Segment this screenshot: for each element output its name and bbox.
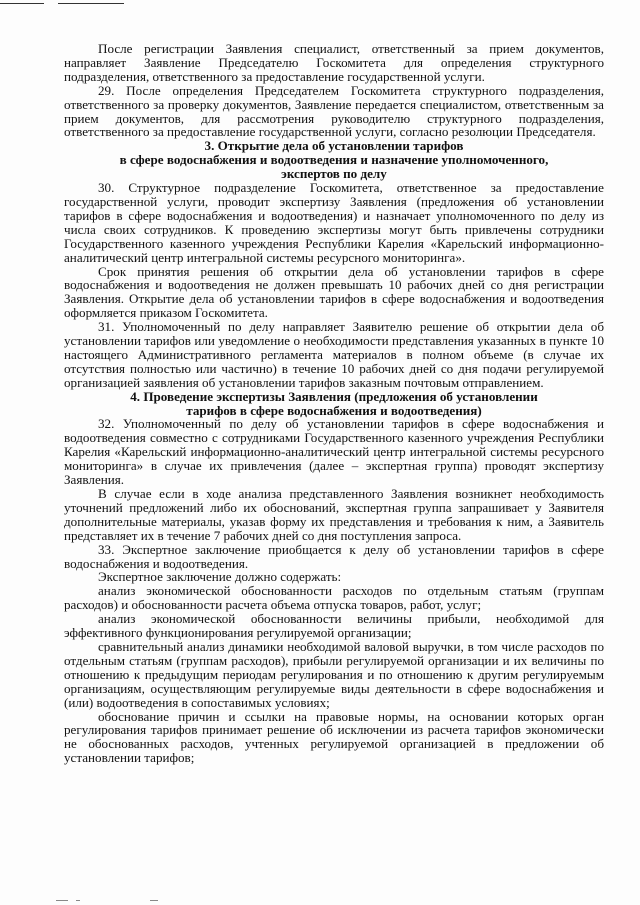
paragraph: анализ экономической обоснованности расходов по отдельным статьям (группам расходов) и обоснованности расчета объема отпуска товаров, работ, услуг; bbox=[64, 583, 604, 613]
section-heading: экспертов по делу bbox=[281, 166, 387, 182]
section-heading: тарифов в сфере водоснабжения и водоотведения) bbox=[186, 402, 482, 418]
paragraph: сравнительный анализ динамики необходимой валовой выручки, в том числе расходов по отдельным статьям (группам расходов), прибыли регулируемой организации и их величины по отношению к предыдущим периодам регулирования и по отношению к другим регулируемым организациям, осуществляющим регулируемые виды деятельности в сфере водоснабжения и (или) водоотведения в сопоставимых условиях; bbox=[64, 638, 604, 710]
scan-line bbox=[58, 3, 124, 4]
paragraph: 29. После определения Председателем Госкомитета структурного подразделения, ответственного за проверку документов, Заявление передается специалистом, ответственным за прием документов, для рассмотрения руководителю структурного подразделения, ответственного за предоставление государственной услуги, согласно резолюции Председателя. bbox=[64, 82, 604, 140]
paragraph: После регистрации Заявления специалист, ответственный за прием документов, направляет Заявление Председателю Госкомитета для определения структурного подразделения, ответственного за предоставление государственной услуги. bbox=[64, 41, 604, 84]
section-heading: в сфере водоснабжения и водоотведения и назначение уполномоченного, bbox=[119, 152, 549, 168]
paragraph: Экспертное заключение должно содержать: bbox=[98, 569, 342, 585]
paragraph: Срок принятия решения об открытии дела об установлении тарифов в сфере водоснабжения и водоотведения не должен превышать 10 рабочих дней со дня регистрации Заявления. Открытие дела об установлении тарифов в сфере водоснабжения и водоотведения оформляется приказом Госкомитета. bbox=[64, 263, 604, 321]
paragraph: 31. Уполномоченный по делу направляет Заявителю решение об открытии дела об установлении тарифов или уведомление о необходимости представления указанных в пункте 10 настоящего Административного регламента материалов в полном объеме (в случае их отсутствия полностью или частично) в течение 10 рабочих дней со дня подачи регулируемой организацией заявления об установлении тарифов заказным почтовым отправлением. bbox=[64, 319, 604, 390]
paragraph: анализ экономической обоснованности величины прибыли, необходимой для эффективного функционирования регулируемой организации; bbox=[64, 611, 604, 641]
paragraph: обоснование причин и ссылки на правовые нормы, на основании которых орган регулирования тарифов принимает решение об исключении из расчета тарифов экономически не обоснованных расходов, учтенных регулируемой организацией в предложении об установлении тарифов; bbox=[64, 708, 604, 766]
paragraph: 33. Экспертное заключение приобщается к делу об установлении тарифов в сфере водоснабжения и водоотведения. bbox=[64, 541, 604, 571]
scan-top-edge bbox=[0, 0, 640, 8]
section-heading: 4. Проведение экспертизы Заявления (предложения об установлении bbox=[130, 388, 538, 404]
document-body bbox=[64, 42, 604, 765]
paragraph: 30. Структурное подразделение Госкомитета, ответственное за предоставление государственной услуги, проводит экспертизу Заявления (предложения об установлении тарифов в сфере водоснабжения и водоотведения) и назначает уполномоченного по делу из числа своих сотрудников. К проведению экспертизы могут быть привлечены сотрудники Государственного казенного учреждения Республики Карелия «Карельский информационно-аналитический центр интегральной системы ресурсного мониторинга». bbox=[64, 180, 604, 265]
scan-mark bbox=[150, 900, 158, 901]
scan-mark bbox=[76, 900, 80, 901]
section-heading: 3. Открытие дела об установлении тарифов bbox=[204, 138, 464, 154]
paragraph: 32. Уполномоченный по делу об установлении тарифов в сфере водоснабжения и водоотведения совместно с сотрудниками Государственного казенного учреждения Республики Карелия «Карельский информационно-аналитический центр интегральной системы ресурсного мониторинга» в случае их привлечения (далее – экспертная группа) проводят экспертизу Заявления. bbox=[64, 416, 604, 488]
paragraph: В случае если в ходе анализа представленного Заявления возникнет необходимость уточнений предложений либо их обоснований, экспертная группа запрашивает у Заявителя дополнительные материалы, указав форму их представления и требования к ним, а Заявитель представляет их в течение 7 рабочих дней со дня поступления запроса. bbox=[64, 486, 604, 543]
scan-mark bbox=[56, 900, 68, 901]
scan-bottom-edge bbox=[0, 891, 640, 905]
scan-line bbox=[0, 3, 44, 4]
